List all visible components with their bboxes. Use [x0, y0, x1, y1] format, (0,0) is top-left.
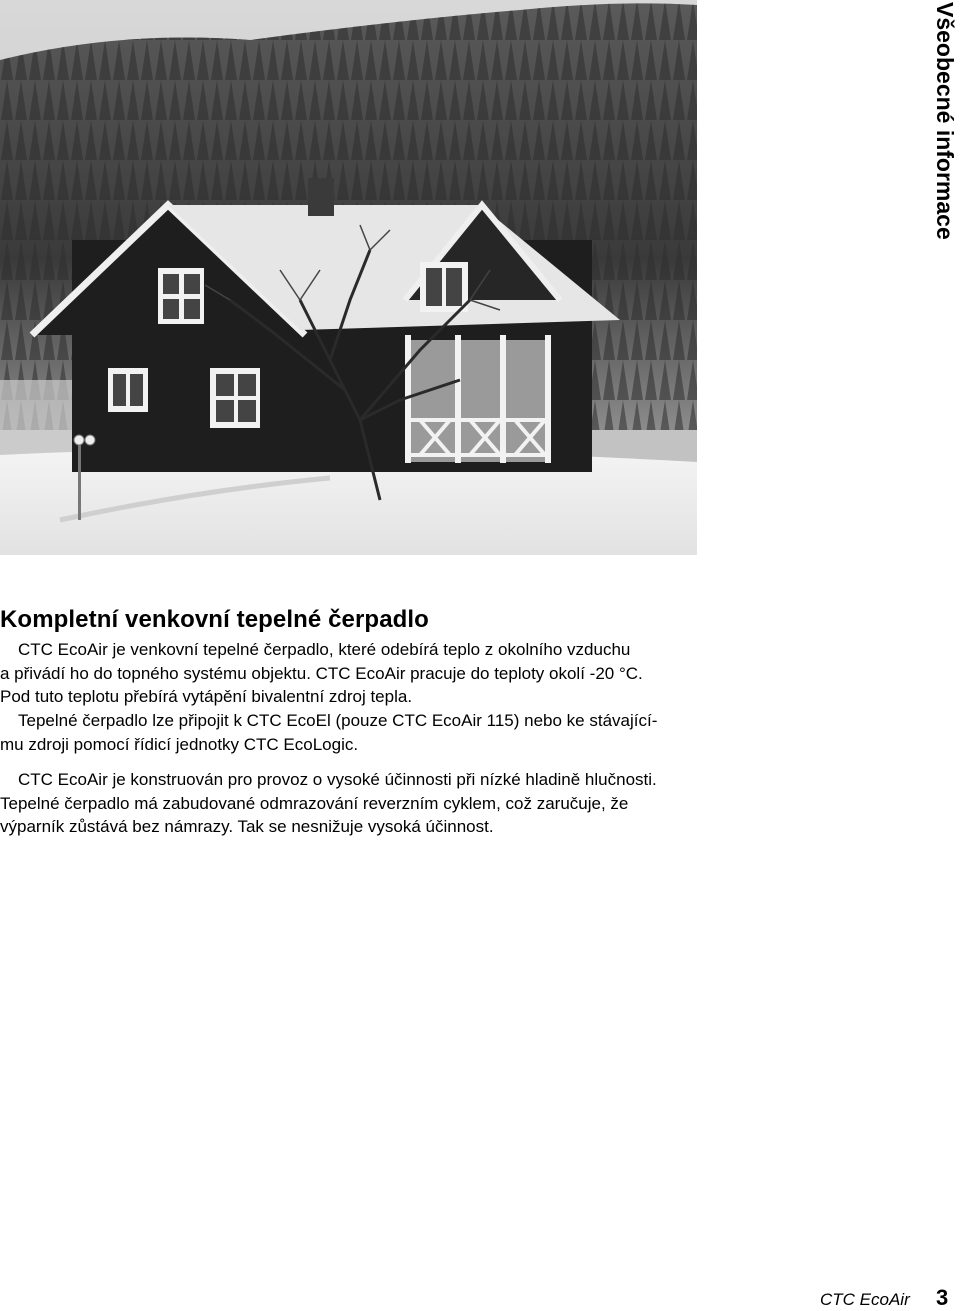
- section-label: Všeobecné informace: [932, 2, 958, 240]
- section-side-tab: [930, 0, 960, 320]
- text-line: a přivádí ho do topného systému objektu. CTC EcoAir pracuje do teploty okolí -20 °C.: [0, 663, 643, 683]
- house-photo: [0, 0, 697, 555]
- text-line: CTC EcoAir je venkovní tepelné čerpadlo, které odebírá teplo z okolního vzduchu: [18, 640, 631, 659]
- paragraph-intro: [0, 638, 700, 709]
- paragraph-connection: [0, 709, 700, 756]
- paragraph-efficiency: [0, 768, 700, 839]
- text-line: výparník zůstává bez námrazy. Tak se nesnižuje vysoká účinnost.: [0, 817, 494, 836]
- text-line: Tepelné čerpadlo lze připojit k CTC EcoEl (pouze CTC EcoAir 115) nebo ke stávající-: [18, 711, 658, 730]
- page-heading: Kompletní venkovní tepelné čerpadlo: [0, 606, 429, 633]
- page-number: 3: [936, 1285, 949, 1310]
- text-line: CTC EcoAir je konstruován pro provoz o vysoké účinnosti při nízké hladině hlučnosti.: [18, 770, 657, 789]
- text-line: Pod tuto teplotu přebírá vytápění bivalentní zdroj tepla.: [0, 687, 413, 706]
- text-line: Tepelné čerpadlo má zabudované odmrazování reverzním cyklem, což zaručuje, že: [0, 793, 629, 813]
- footer-brand: CTC EcoAir: [820, 1290, 910, 1309]
- text-line: mu zdroji pomocí řídicí jednotky CTC EcoLogic.: [0, 734, 359, 754]
